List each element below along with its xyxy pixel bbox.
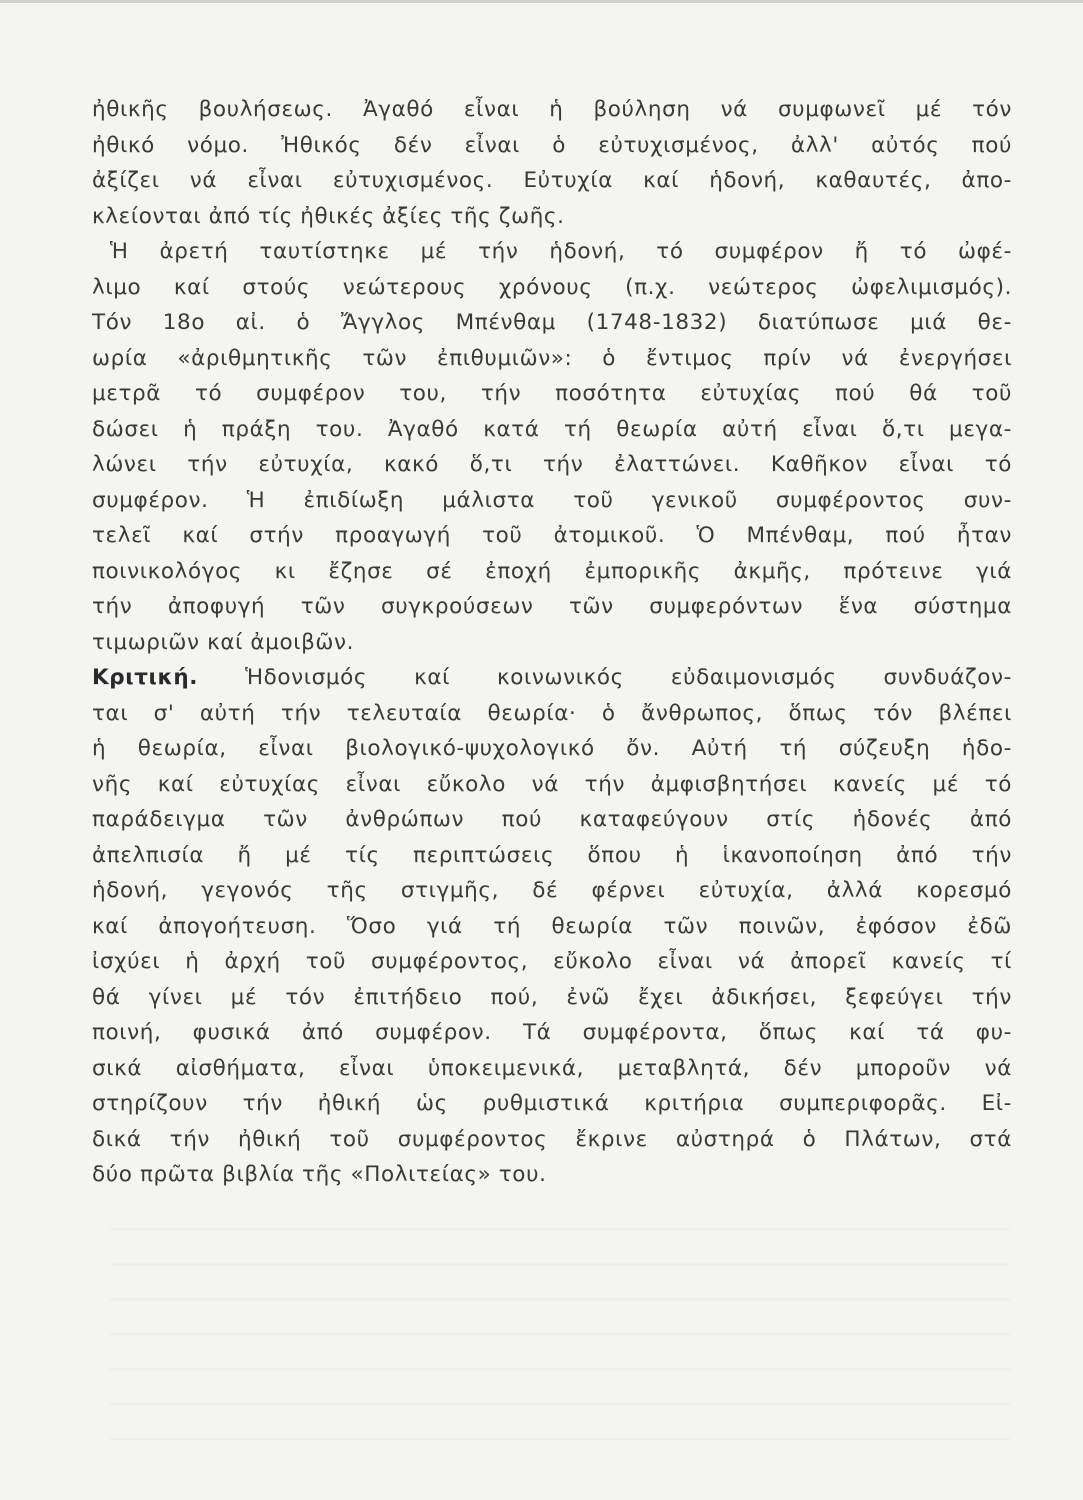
text-line-21: παράδειγμα τῶν ἀνθρώπων πού καταφεύγουν στίς ἡδονές ἀπό	[92, 807, 1012, 832]
text-line-27: ποινή, φυσικά ἀπό συμφέρον. Τά συμφέροντα, ὅπως καί τά φυ-	[92, 1020, 1012, 1045]
text-line-20: νῆς καί εὐτυχίας εἶναι εὔκολο νά τήν ἀμφισβητήσει κανείς μέ τό	[92, 771, 1012, 797]
text-line-18: ται σ' αὐτή τήν τελευταία θεωρία· ὁ ἄνθρωπος, ὅπως τόν βλέπει	[92, 700, 1012, 726]
text-line-23: ἡδονή, γεγονός τῆς στιγμῆς, δέ φέρνει εὐτυχία, ἀλλά κορεσμό	[92, 878, 1012, 903]
critique-first-line: Ἡδονισμός καί κοινωνικός εὐδαιμονισμός συνδυάζον-	[245, 665, 1012, 690]
text-line-6: λιμο καί στούς νεώτερους χρόνους (π.χ. νεώτερος ὠφελιμισμός).	[92, 274, 1012, 300]
text-line-15: τήν ἀποφυγή τῶν συγκρούσεων τῶν συμφερόντων ἕνα σύστημα	[92, 594, 1012, 619]
text-line-16: τιμωριῶν καί ἀμοιβῶν.	[92, 629, 355, 655]
text-line-1: ἠθικῆς βουλήσεως. Ἀγαθό εἶναι ἡ βούληση νά συμφωνεῖ μέ τόν	[92, 97, 1012, 122]
text-line-8: ωρία «ἀριθμητικῆς τῶν ἐπιθυμιῶν»: ὁ ἔντιμος πρίν νά ἐνεργήσει	[92, 345, 1012, 371]
text-line-10: δώσει ἡ πράξη του. Ἀγαθό κατά τή θεωρία αὐτή εἶναι ὅ,τι μεγα-	[92, 416, 1012, 442]
text-line-9: μετρᾶ τό συμφέρον του, τήν ποσότητα εὐτυχίας πού θά τοῦ	[92, 381, 1012, 406]
text-line-19: ἡ θεωρία, εἶναι βιολογικό-ψυχολογικό ὄν. Αὐτή τή σύζευξη ἡδο-	[92, 736, 1012, 761]
text-line-26: θά γίνει μέ τόν ἐπιτήδειο πού, ἐνῶ ἔχει ἀδικήσει, ξεφεύγει τήν	[92, 984, 1012, 1010]
text-line-5: Ἡ ἀρετή ταυτίστηκε μέ τήν ἡδονή, τό συμφέρον ἤ τό ὠφέ-	[110, 239, 1012, 264]
text-line-3: ἀξίζει νά εἶναι εὐτυχισμένος. Εὐτυχία καί ἡδονή, καθαυτές, ἀπο-	[92, 168, 1012, 193]
text-line-30: δικά τήν ἠθική τοῦ συμφέροντος ἔκρινε αὐστηρά ὁ Πλάτων, στά	[92, 1126, 1012, 1152]
text-line-31: δύο πρῶτα βιβλία τῆς «Πολιτείας» του.	[92, 1162, 547, 1187]
text-line-28: σικά αἰσθήματα, εἶναι ὑποκειμενικά, μεταβλητά, δέν μποροῦν νά	[92, 1055, 1012, 1081]
text-line-22: ἀπελπισία ἤ μέ τίς περιπτώσεις ὅπου ἡ ἱκανοποίηση ἀπό τήν	[92, 842, 1012, 868]
text-line-13: τελεῖ καί στήν προαγωγή τοῦ ἀτομικοῦ. Ὁ Μπένθαμ, πού ἦταν	[92, 523, 1012, 548]
text-line-14: ποινικολόγος κι ἔζησε σέ ἐποχή ἐμπορικῆς ἀκμῆς, πρότεινε γιά	[92, 558, 1012, 584]
body-text	[92, 92, 1012, 1193]
text-line-11: λώνει τήν εὐτυχία, κακό ὅ,τι τήν ἐλαττώνει. Καθῆκον εἶναι τό	[92, 452, 1012, 477]
critique-heading: Κριτική.	[92, 665, 199, 690]
text-line-12: συμφέρον. Ἡ ἐπιδίωξη μάλιστα τοῦ γενικοῦ συμφέροντος συν-	[92, 487, 1012, 513]
text-line-7: Τόν 18ο αἰ. ὁ Ἄγγλος Μπένθαμ (1748-1832) διατύπωσε μιά θε-	[92, 310, 1012, 335]
text-line-4: κλείονται ἀπό τίς ἠθικές ἀξίες τῆς ζωῆς.	[92, 203, 565, 229]
page-top-edge	[0, 0, 1083, 3]
text-line-29: στηρίζουν τήν ἠθική ὡς ρυθμιστικά κριτήρια συμπεριφορᾶς. Εἰ-	[92, 1091, 1012, 1116]
text-line-2: ἠθικό νόμο. Ἠθικός δέν εἶναι ὁ εὐτυχισμένος, ἀλλ' αὐτός πού	[92, 132, 1012, 158]
text-line-25: ἰσχύει ἡ ἀρχή τοῦ συμφέροντος, εὔκολο εἶναι νά ἀπορεῖ κανείς τί	[92, 949, 1012, 974]
text-line-24: καί ἀπογοήτευση. Ὅσο γιά τή θεωρία τῶν ποινῶν, ἐφόσον ἐδῶ	[92, 913, 1012, 939]
text-line-17	[92, 660, 1012, 696]
show-through-texture	[110, 1210, 1010, 1460]
